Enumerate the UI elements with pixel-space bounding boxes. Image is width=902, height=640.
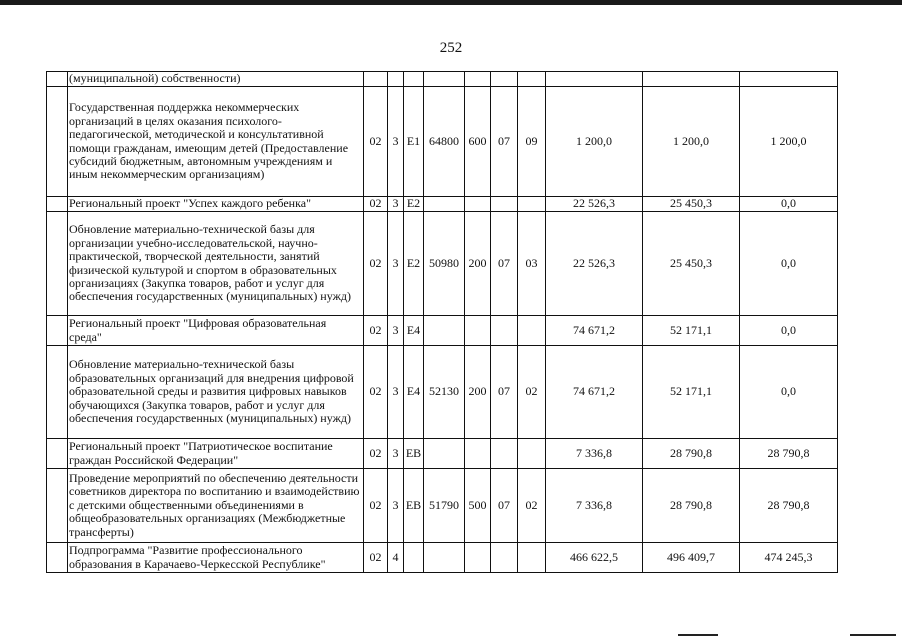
code-cell-c7: 09: [518, 87, 546, 197]
code-cell-c2: 3: [388, 346, 404, 439]
table-row: [47, 72, 838, 87]
code-cell-c2: [388, 72, 404, 87]
budget-table: [46, 71, 838, 573]
amount-cell-y3: 1 200,0: [740, 87, 838, 197]
row-name-cell: Государственная поддержка некоммерческих организаций в целях оказания психолого-педагогической, методической и консультативной помощи гражданам, имеющим детей (Предоставление субсидий бюджетным, автономным учреждениям и иным некоммерческим организациям): [68, 87, 364, 197]
amount-cell-y2: 1 200,0: [643, 87, 740, 197]
code-cell-c2: 3: [388, 212, 404, 316]
code-cell-c7: [518, 439, 546, 469]
code-cell-c3: EB: [404, 439, 424, 469]
code-cell-c4: [424, 72, 465, 87]
code-cell-c3: E2: [404, 212, 424, 316]
amount-cell-y2: 28 790,8: [643, 469, 740, 543]
code-cell-c1: 02: [364, 543, 388, 573]
code-cell-c5: [465, 543, 491, 573]
code-cell-c3: E4: [404, 346, 424, 439]
amount-cell-y1: [546, 72, 643, 87]
table-row: [47, 197, 838, 212]
row-name-cell: Региональный проект "Цифровая образовательная среда": [68, 316, 364, 346]
amount-cell-y1: 1 200,0: [546, 87, 643, 197]
amount-cell-y1: 74 671,2: [546, 346, 643, 439]
code-cell-c2: 3: [388, 439, 404, 469]
scan-top-edge: [0, 0, 902, 5]
amount-cell-y2: 25 450,3: [643, 197, 740, 212]
table-row: [47, 87, 838, 197]
code-cell-c7: 02: [518, 469, 546, 543]
code-cell-c1: 02: [364, 346, 388, 439]
code-cell-c4: [424, 543, 465, 573]
amount-cell-y2: 496 409,7: [643, 543, 740, 573]
amount-cell-y1: 466 622,5: [546, 543, 643, 573]
code-cell-c2: 4: [388, 543, 404, 573]
amount-cell-y3: 0,0: [740, 316, 838, 346]
code-cell-c3: [404, 543, 424, 573]
code-cell-c3: E1: [404, 87, 424, 197]
code-cell-c4: 51790: [424, 469, 465, 543]
code-cell-c5: 200: [465, 346, 491, 439]
amount-cell-y3: 474 245,3: [740, 543, 838, 573]
amount-cell-y3: 28 790,8: [740, 469, 838, 543]
row-index-cell: [47, 469, 68, 543]
code-cell-c7: [518, 543, 546, 573]
row-index-cell: [47, 543, 68, 573]
amount-cell-y2: [643, 72, 740, 87]
code-cell-c7: [518, 72, 546, 87]
row-name-cell: Проведение мероприятий по обеспечению деятельности советников директора по воспитанию и взаимодействию с детскими общественными объединениями в общеобразовательных организациях (Межбюджетные трансферты): [68, 469, 364, 543]
code-cell-c4: 50980: [424, 212, 465, 316]
code-cell-c1: 02: [364, 469, 388, 543]
amount-cell-y3: [740, 72, 838, 87]
row-name-cell: Обновление материально-технической базы для организации учебно-исследовательской, научно-практической, творческой деятельности, занятий физической культурой и спортом в образовательных организациях (Закупка товаров, работ и услуг для обеспечения государственных (муниципальных) нужд): [68, 212, 364, 316]
amount-cell-y1: 74 671,2: [546, 316, 643, 346]
amount-cell-y2: 28 790,8: [643, 439, 740, 469]
code-cell-c1: [364, 72, 388, 87]
table-row: [47, 346, 838, 439]
code-cell-c4: [424, 316, 465, 346]
amount-cell-y2: 25 450,3: [643, 212, 740, 316]
table-row: [47, 212, 838, 316]
amount-cell-y3: 28 790,8: [740, 439, 838, 469]
row-index-cell: [47, 346, 68, 439]
row-name-cell: Региональный проект "Успех каждого ребенка": [68, 197, 364, 212]
table-row: [47, 469, 838, 543]
scan-mark: [678, 634, 718, 636]
amount-cell-y1: 7 336,8: [546, 439, 643, 469]
code-cell-c4: [424, 439, 465, 469]
row-name-cell: Подпрограмма "Развитие профессионального образования в Карачаево-Черкесской Республике": [68, 543, 364, 573]
row-index-cell: [47, 197, 68, 212]
amount-cell-y1: 7 336,8: [546, 469, 643, 543]
code-cell-c1: 02: [364, 316, 388, 346]
code-cell-c6: 07: [491, 87, 518, 197]
amount-cell-y3: 0,0: [740, 197, 838, 212]
code-cell-c6: [491, 543, 518, 573]
code-cell-c5: 200: [465, 212, 491, 316]
code-cell-c5: 500: [465, 469, 491, 543]
table-row: [47, 543, 838, 573]
code-cell-c1: 02: [364, 197, 388, 212]
code-cell-c1: 02: [364, 439, 388, 469]
code-cell-c6: 07: [491, 469, 518, 543]
table-row: [47, 439, 838, 469]
code-cell-c5: 600: [465, 87, 491, 197]
code-cell-c6: [491, 439, 518, 469]
scan-mark: [850, 634, 896, 636]
row-name-cell: Региональный проект "Патриотическое воспитание граждан Российской Федерации": [68, 439, 364, 469]
code-cell-c5: [465, 439, 491, 469]
amount-cell-y3: 0,0: [740, 346, 838, 439]
code-cell-c3: EB: [404, 469, 424, 543]
code-cell-c3: E4: [404, 316, 424, 346]
code-cell-c2: 3: [388, 469, 404, 543]
code-cell-c4: 52130: [424, 346, 465, 439]
code-cell-c5: [465, 72, 491, 87]
code-cell-c6: [491, 72, 518, 87]
code-cell-c5: [465, 197, 491, 212]
table-row: [47, 316, 838, 346]
amount-cell-y2: 52 171,1: [643, 346, 740, 439]
page-number: 252: [439, 40, 463, 56]
code-cell-c6: 07: [491, 346, 518, 439]
code-cell-c7: [518, 197, 546, 212]
code-cell-c6: 07: [491, 212, 518, 316]
code-cell-c2: 3: [388, 87, 404, 197]
code-cell-c3: E2: [404, 197, 424, 212]
code-cell-c4: [424, 197, 465, 212]
amount-cell-y1: 22 526,3: [546, 197, 643, 212]
row-name-cell: (муниципальной) собственности): [68, 72, 364, 87]
row-index-cell: [47, 316, 68, 346]
amount-cell-y1: 22 526,3: [546, 212, 643, 316]
code-cell-c7: 02: [518, 346, 546, 439]
amount-cell-y3: 0,0: [740, 212, 838, 316]
code-cell-c5: [465, 316, 491, 346]
row-index-cell: [47, 439, 68, 469]
code-cell-c6: [491, 316, 518, 346]
code-cell-c4: 64800: [424, 87, 465, 197]
code-cell-c6: [491, 197, 518, 212]
code-cell-c7: [518, 316, 546, 346]
code-cell-c2: 3: [388, 316, 404, 346]
row-index-cell: [47, 72, 68, 87]
code-cell-c7: 03: [518, 212, 546, 316]
code-cell-c2: 3: [388, 197, 404, 212]
code-cell-c3: [404, 72, 424, 87]
code-cell-c1: 02: [364, 212, 388, 316]
row-index-cell: [47, 87, 68, 197]
row-index-cell: [47, 212, 68, 316]
code-cell-c1: 02: [364, 87, 388, 197]
amount-cell-y2: 52 171,1: [643, 316, 740, 346]
row-name-cell: Обновление материально-технической базы образовательных организаций для внедрения цифровой образовательной среды и развития цифровых навыков обучающихся (Закупка товаров, работ и услуг для обеспечения государственных (муниципальных) нужд): [68, 346, 364, 439]
